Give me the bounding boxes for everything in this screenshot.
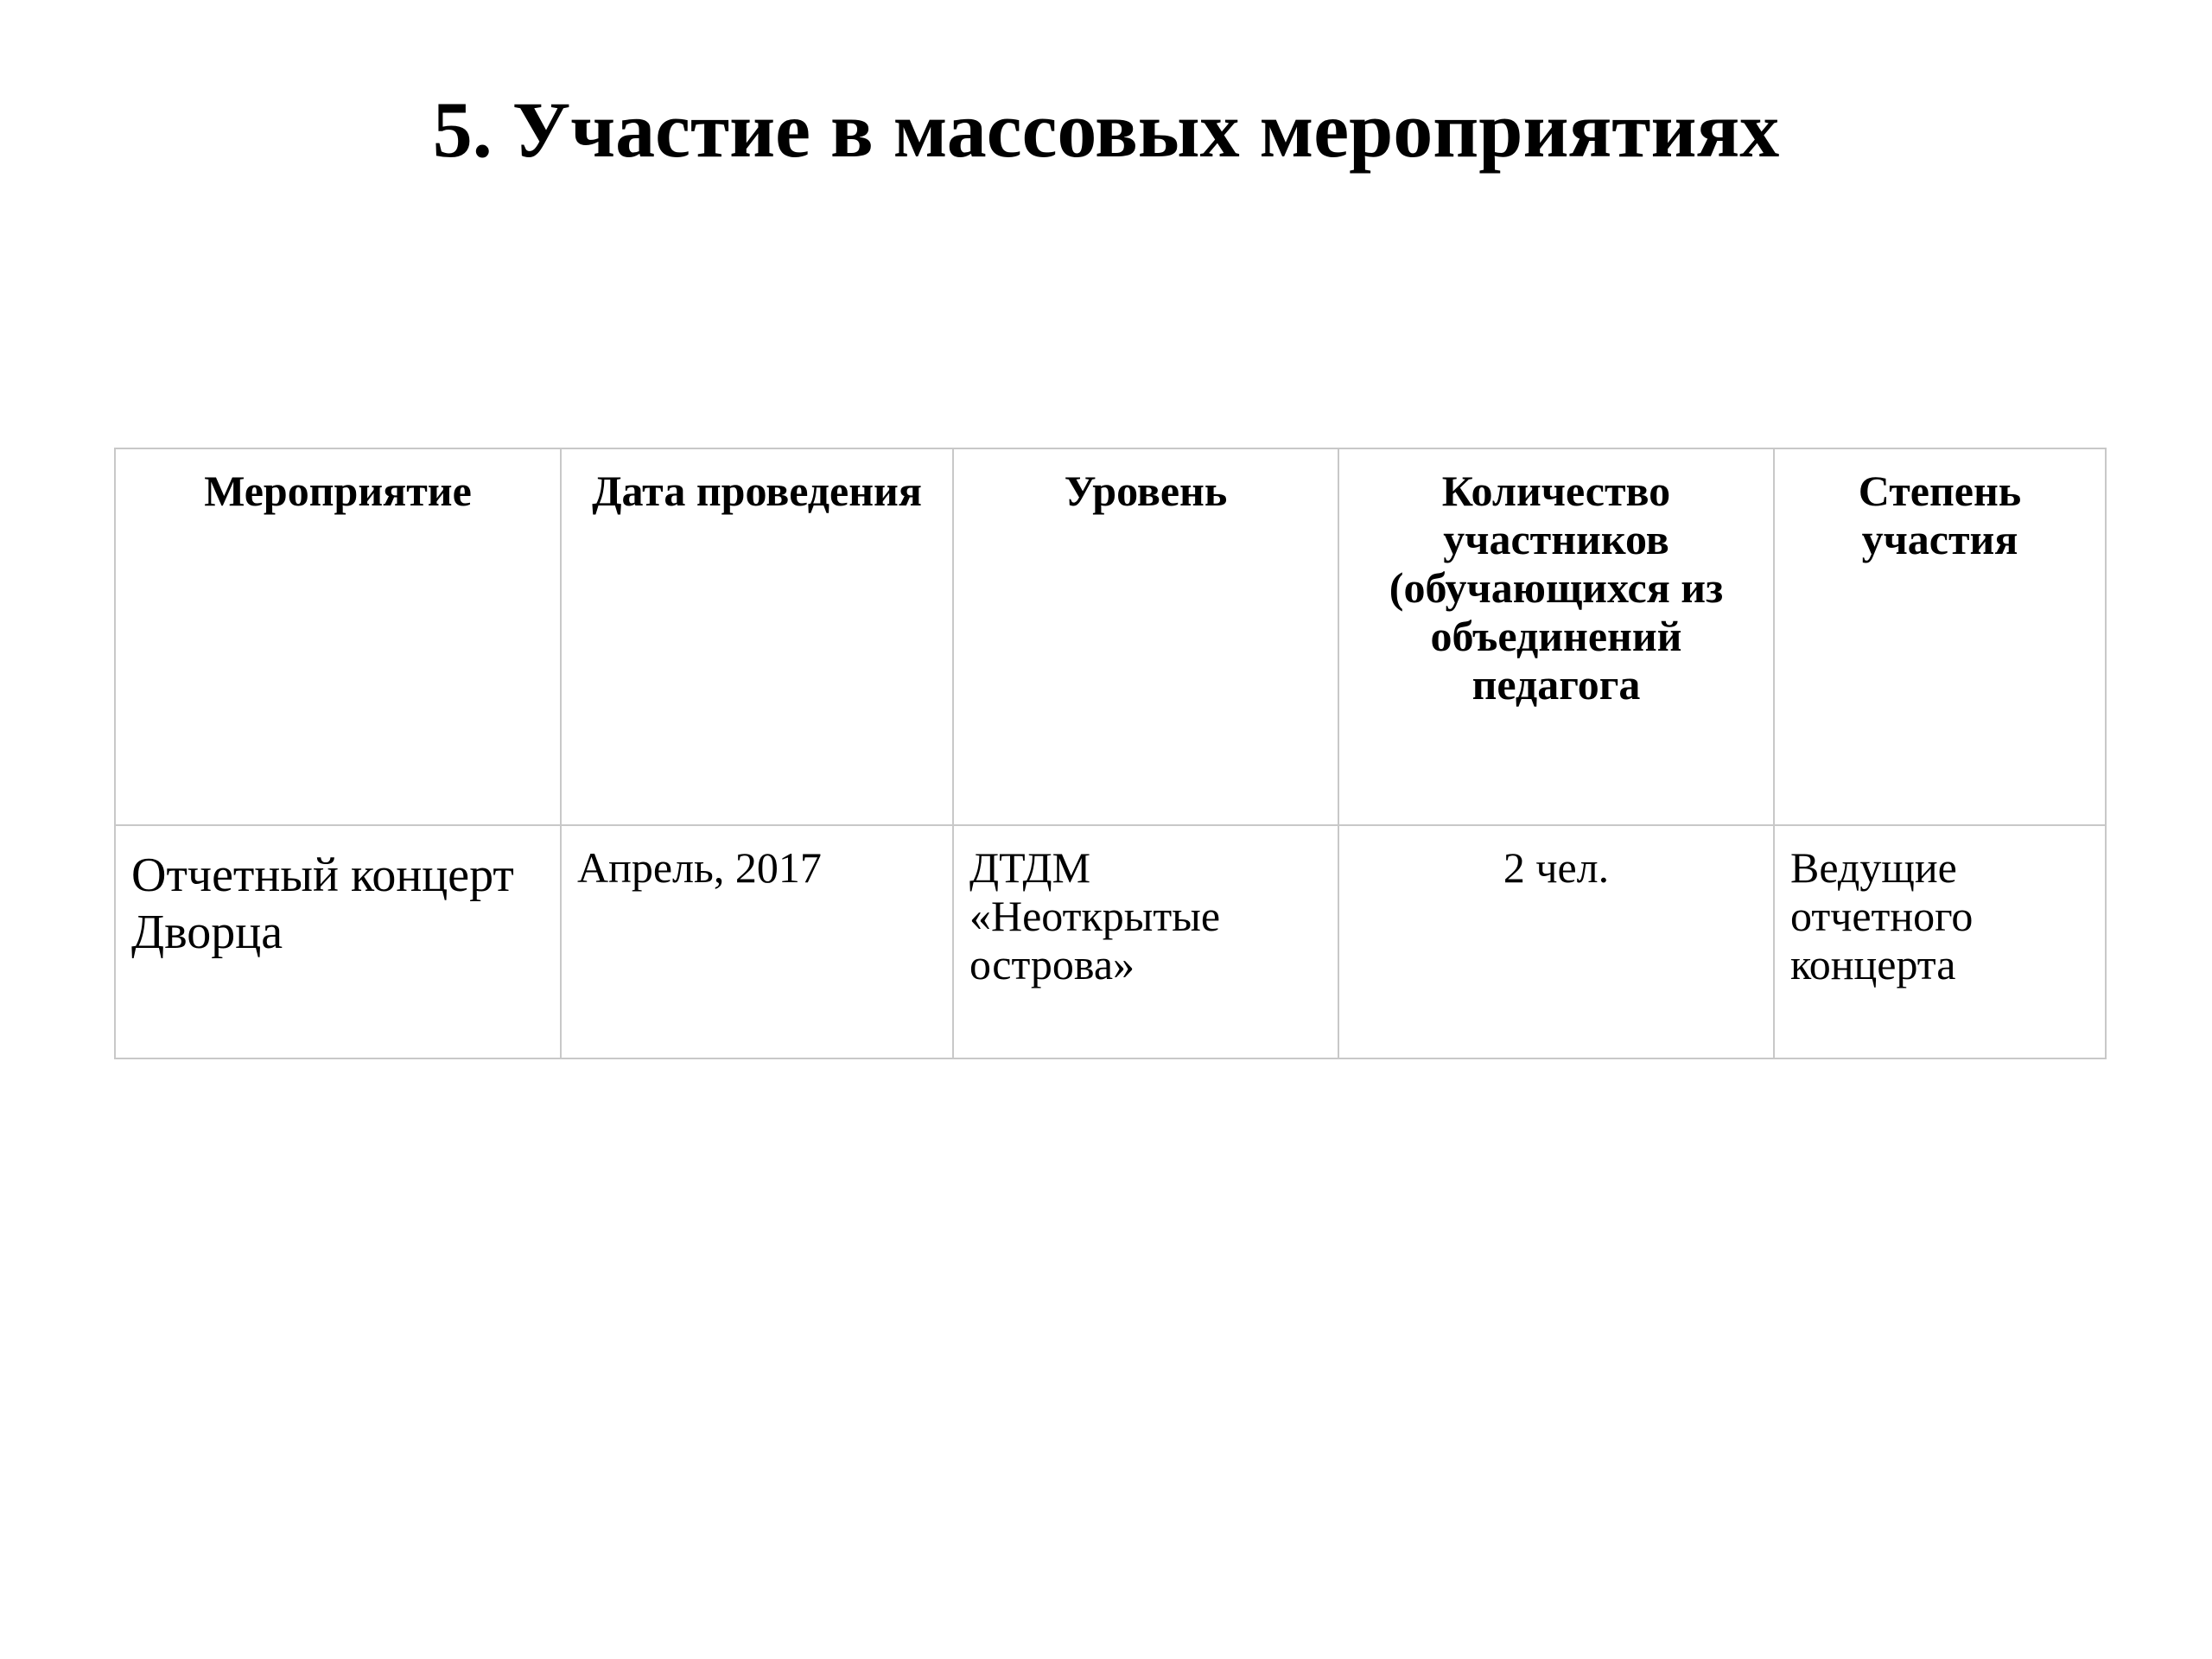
header-event: Мероприятие xyxy=(115,448,561,825)
table-row xyxy=(115,825,2106,1058)
cell-event: Отчетный концерт Дворца xyxy=(115,825,561,1058)
table-header-row xyxy=(115,448,2106,825)
cell-level: ДТДМ «Неоткрытые острова» xyxy=(953,825,1338,1058)
cell-participants: 2 чел. xyxy=(1338,825,1774,1058)
cell-date: Апрель, 2017 xyxy=(561,825,953,1058)
header-role: Степень участия xyxy=(1774,448,2106,825)
header-participants: Количество участников (обучающихся из объединений педагога xyxy=(1338,448,1774,825)
cell-role: Ведущие отчетного концерта xyxy=(1774,825,2106,1058)
page-title: 5. Участие в массовых мероприятиях xyxy=(432,86,1780,174)
events-table xyxy=(114,448,2107,1059)
header-level: Уровень xyxy=(953,448,1338,825)
header-date: Дата проведения xyxy=(561,448,953,825)
